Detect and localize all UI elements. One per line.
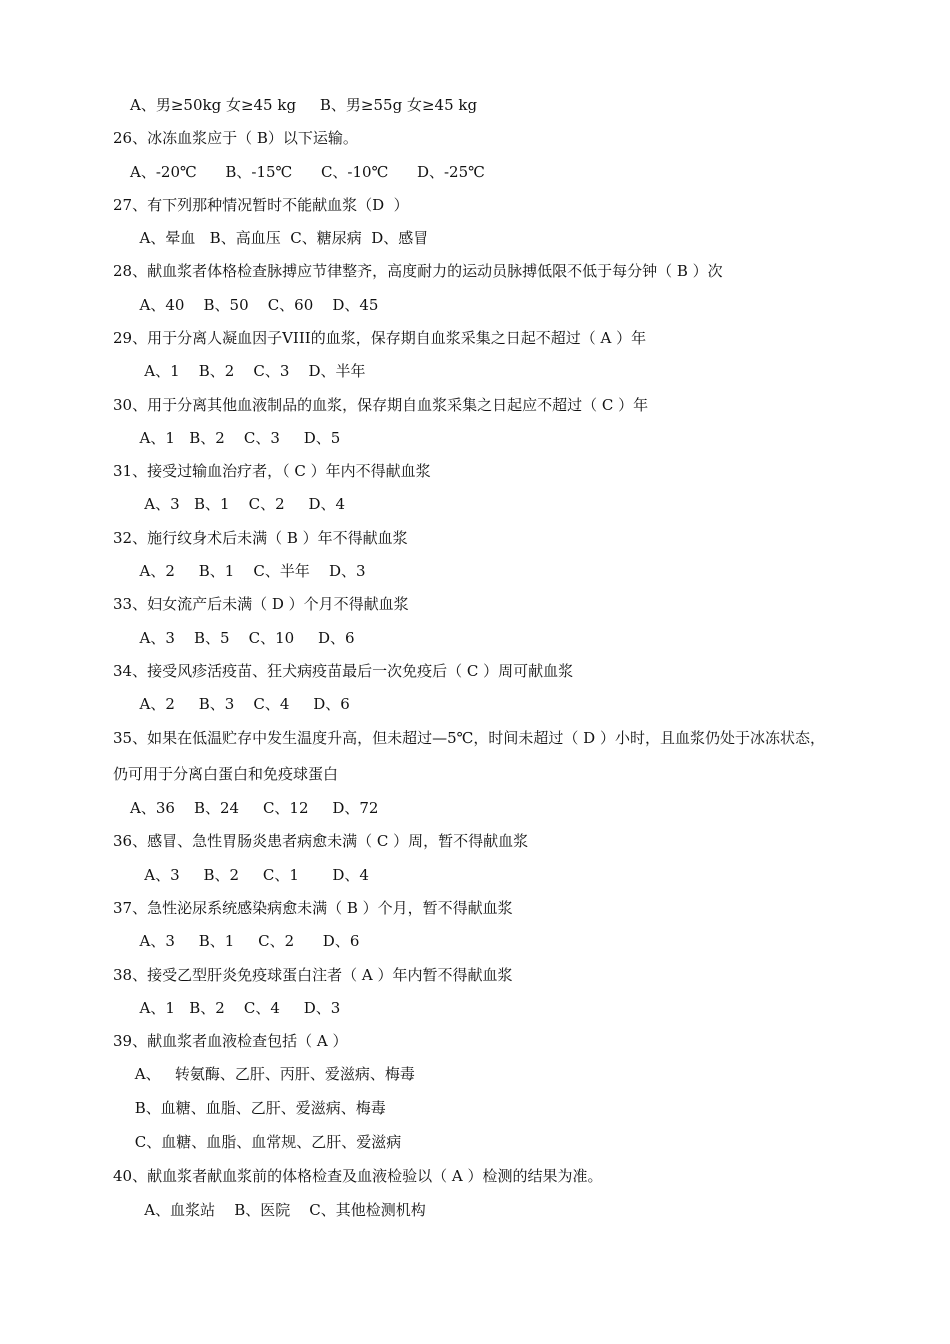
question-line: 33、妇女流产后未满（ D ）个月不得献血浆 [113,595,409,613]
option-line: A、晕血 B、高血压 C、糖尿病 D、感冒 [130,229,429,247]
option-line: A、36 B、24 C、12 D、72 [130,799,379,817]
option-line: A、1 B、2 C、3 D、5 [130,429,341,447]
question-line: 38、接受乙型肝炎免疫球蛋白注者（ A ）年内暂不得献血浆 [113,966,513,984]
option-line: A、血浆站 B、医院 C、其他检测机构 [130,1201,426,1219]
question-line: 34、接受风疹活疫苗、狂犬病疫苗最后一次免疫后（ C ）周可献血浆 [113,662,574,680]
option-line: A、 转氨酶、乙肝、丙肝、爱滋病、梅毒 [130,1065,415,1083]
question-line: 28、献血浆者体格检查脉搏应节律整齐，高度耐力的运动员脉搏低限不低于每分钟（ B ）次 [113,262,723,280]
question-line: 30、用于分离其他血液制品的血浆，保存期自血浆采集之日起应不超过（ C ）年 [113,396,649,414]
option-line: A、男≥50kg 女≥45 kg B、男≥55g 女≥45 kg [130,96,478,114]
question-line: 32、施行纹身术后未满（ B ）年不得献血浆 [113,529,408,547]
question-line: 26、冰冻血浆应于（ B）以下运输。 [113,129,358,147]
option-line: A、-20℃ B、-15℃ C、-10℃ D、-25℃ [130,163,485,181]
question-line: 27、有下列那种情况暂时不能献血浆（D ） [113,196,409,214]
option-line: A、3 B、1 C、2 D、4 [130,495,346,513]
question-line: 35、如果在低温贮存中发生温度升高，但未超过—5℃，时间未超过（ D ）小时，且血浆仍处于冰冻状态， [113,729,825,747]
option-line: A、1 B、2 C、3 D、半年 [130,362,366,380]
question-line-continued: 仍可用于分离白蛋白和免疫球蛋白 [113,765,339,783]
question-line: 36、感冒、急性胃肠炎患者病愈未满（ C ）周，暂不得献血浆 [113,832,529,850]
question-line: 39、献血浆者血液检查包括（ A ） [113,1032,348,1050]
option-line: C、血糖、血脂、血常规、乙肝、爱滋病 [130,1133,402,1151]
option-line: A、40 B、50 C、60 D、45 [130,296,379,314]
option-line: A、3 B、2 C、1 D、4 [130,866,369,884]
option-line: B、血糖、血脂、乙肝、爱滋病、梅毒 [130,1099,386,1117]
question-line: 40、献血浆者献血浆前的体格检查及血液检验以（ A ）检测的结果为准。 [113,1167,603,1185]
option-line: A、1 B、2 C、4 D、3 [130,999,341,1017]
question-line: 29、用于分离人凝血因子VIII的血浆，保存期自血浆采集之日起不超过（ A ）年 [113,329,647,347]
option-line: A、2 B、3 C、4 D、6 [130,695,350,713]
question-line: 31、接受过输血治疗者，（ C ）年内不得献血浆 [113,462,431,480]
question-line: 37、急性泌尿系统感染病愈未满（ B ）个月，暂不得献血浆 [113,899,513,917]
option-line: A、3 B、5 C、10 D、6 [130,629,355,647]
option-line: A、2 B、1 C、半年 D、3 [130,562,366,580]
option-line: A、3 B、1 C、2 D、6 [130,932,360,950]
